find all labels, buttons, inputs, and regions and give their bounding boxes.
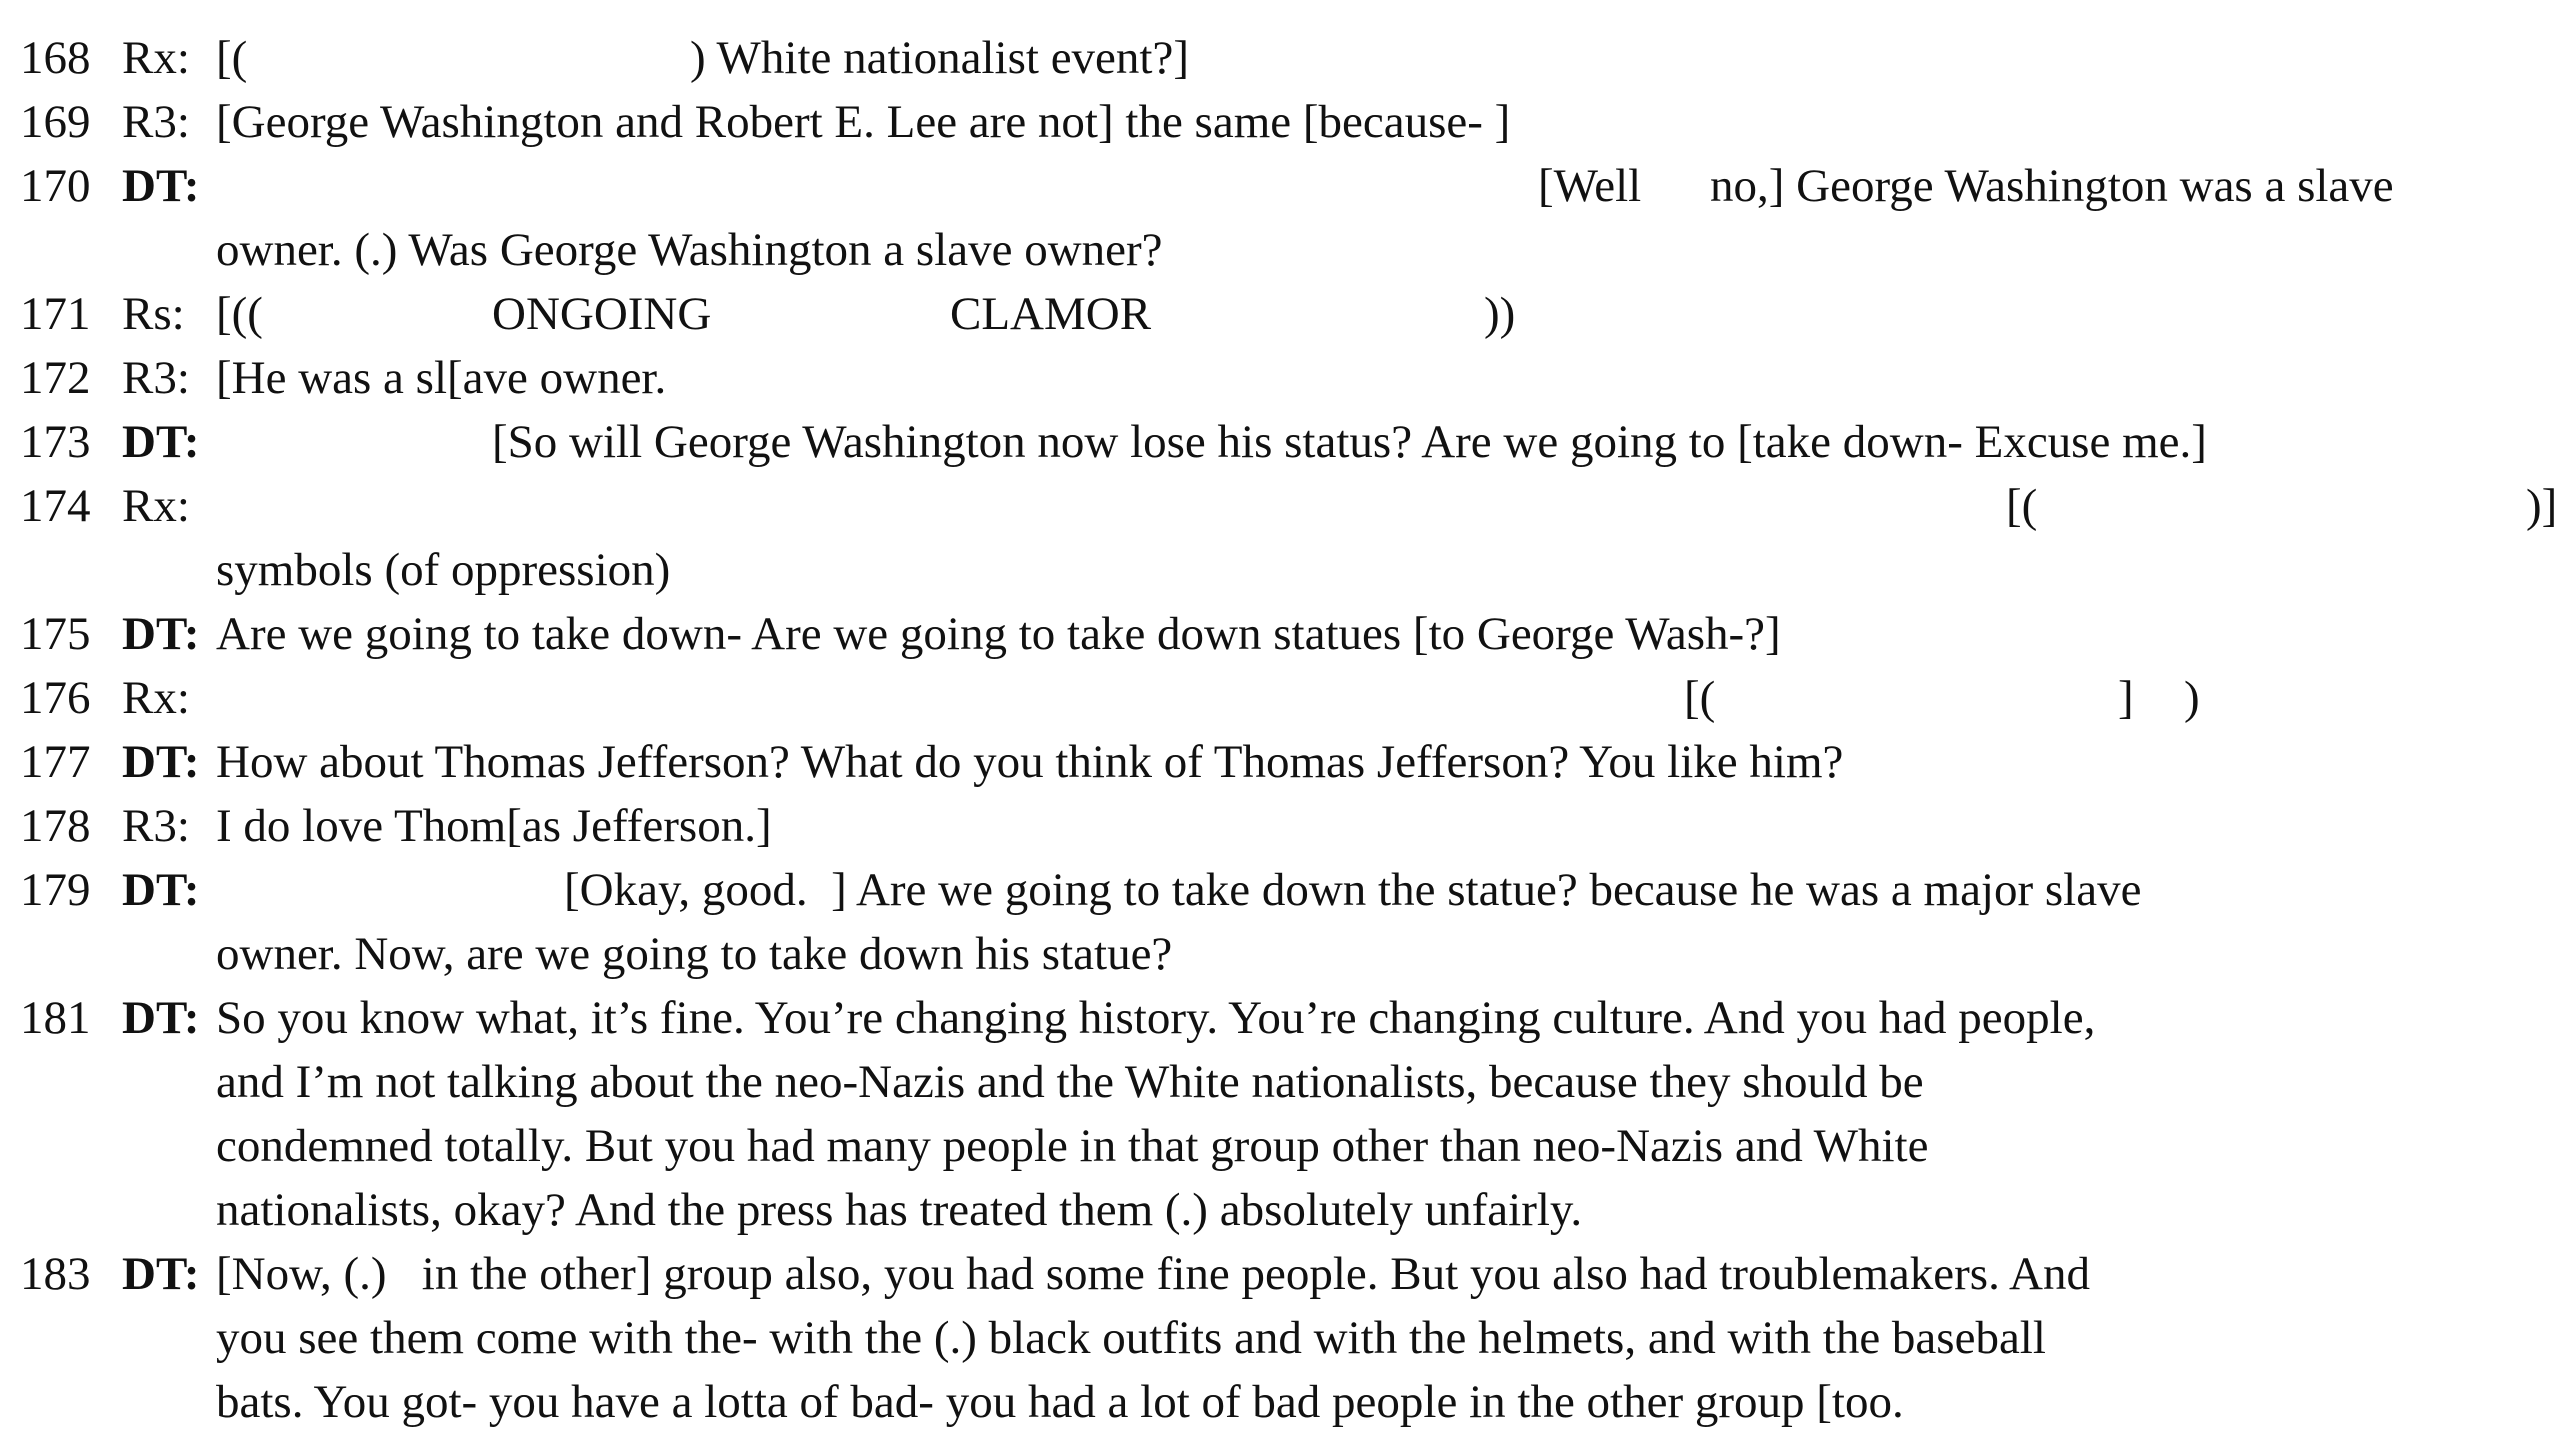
- speaker-label: [122, 666, 190, 730]
- speaker-label: [122, 474, 190, 538]
- speaker-colon: :: [183, 416, 200, 468]
- utterance-segment: ONGOING: [492, 288, 712, 340]
- speaker-label: [122, 794, 190, 858]
- utterance-segment: nationalists, okay? And the press has treated them (.) absolutely unfairly.: [216, 1184, 1583, 1236]
- speaker-colon: :: [183, 992, 200, 1044]
- speaker-name: DT: [122, 992, 184, 1044]
- speaker-name: Rx: [122, 672, 177, 724]
- transcript-line-174: [0, 474, 2575, 538]
- transcript-line-continuation: [0, 218, 2575, 282]
- speaker-colon: :: [176, 32, 190, 84]
- utterance-segment: bats. You got- you have a lotta of bad- you had a lot of bad people in the other group [too.: [216, 1376, 1904, 1428]
- utterance-segment: How about Thomas Jefferson? What do you think of Thomas Jefferson? You like him?: [216, 736, 1844, 788]
- speaker-name: R3: [122, 800, 177, 852]
- line-number: 172: [20, 352, 91, 404]
- utterance-segment: I do love Thom[as Jefferson.]: [216, 800, 772, 852]
- line-number: 175: [20, 608, 91, 660]
- speaker-colon: :: [183, 736, 200, 788]
- line-number: 183: [20, 1248, 91, 1300]
- utterance-segment: owner. (.) Was George Washington a slave owner?: [216, 224, 1163, 276]
- speaker-name: Rx: [122, 480, 177, 532]
- speaker-name: DT: [122, 160, 184, 212]
- transcript-line-continuation: [0, 538, 2575, 602]
- transcript-line-168: [0, 26, 2575, 90]
- utterance-segment: [He was a sl[ave owner.: [216, 352, 667, 404]
- line-number: 173: [20, 416, 91, 468]
- speaker-colon: :: [183, 1248, 200, 1300]
- speaker-colon: :: [183, 608, 200, 660]
- speaker-colon: :: [176, 800, 190, 852]
- speaker-label: [122, 90, 190, 154]
- speaker-name: DT: [122, 736, 184, 788]
- utterance-segment: and I’m not talking about the neo-Nazis and the White nationalists, because they should be: [216, 1056, 1924, 1108]
- line-number: 171: [20, 288, 91, 340]
- utterance-segment: no,] George Washington was a slave: [1710, 160, 2394, 212]
- utterance-segment: [(: [216, 32, 248, 84]
- utterance-segment: [Well: [1538, 160, 1642, 212]
- utterance-segment: ]: [2118, 672, 2134, 724]
- speaker-label: [122, 410, 199, 474]
- transcript-line-170: [0, 154, 2575, 218]
- utterance-segment: ): [2184, 672, 2200, 724]
- transcript-line-173: [0, 410, 2575, 474]
- speaker-name: Rs: [122, 288, 172, 340]
- speaker-colon: :: [171, 288, 185, 340]
- utterance-segment: [Okay, good. ] Are we going to take down the statue? because he was a major slave: [564, 864, 2142, 916]
- utterance-segment: [So will George Washington now lose his status? Are we going to [take down- Excuse me.]: [492, 416, 2207, 468]
- utterance-segment: CLAMOR: [950, 288, 1152, 340]
- transcript-line-continuation: [0, 1178, 2575, 1242]
- utterance-segment: [George Washington and Robert E. Lee are not] the same [because- ]: [216, 96, 1511, 148]
- transcript-line-172: [0, 346, 2575, 410]
- speaker-colon: :: [176, 96, 190, 148]
- transcript-line-continuation: [0, 1050, 2575, 1114]
- transcript-line-181: [0, 986, 2575, 1050]
- speaker-label: [122, 1242, 199, 1306]
- utterance-segment: ) White nationalist event?]: [690, 32, 1189, 84]
- speaker-label: [122, 346, 190, 410]
- transcript-line-176: [0, 666, 2575, 730]
- speaker-name: R3: [122, 96, 177, 148]
- line-number: 174: [20, 480, 91, 532]
- speaker-name: DT: [122, 608, 184, 660]
- utterance-segment: symbols (of oppression): [216, 544, 671, 596]
- utterance-segment: )]: [2526, 480, 2558, 532]
- speaker-name: Rx: [122, 32, 177, 84]
- speaker-colon: :: [176, 480, 190, 532]
- utterance-segment: )): [1484, 288, 1516, 340]
- utterance-segment: [Now, (.) in the other] group also, you had some fine people. But you also had troublemakers. And: [216, 1248, 2090, 1300]
- transcript-line-continuation: [0, 1306, 2575, 1370]
- line-number: 181: [20, 992, 91, 1044]
- speaker-label: [122, 26, 190, 90]
- line-number: 168: [20, 32, 91, 84]
- utterance-segment: owner. Now, are we going to take down his statue?: [216, 928, 1173, 980]
- speaker-name: DT: [122, 1248, 184, 1300]
- speaker-name: DT: [122, 416, 184, 468]
- transcript-line-continuation: [0, 1370, 2575, 1434]
- speaker-colon: :: [176, 352, 190, 404]
- utterance-segment: So you know what, it’s fine. You’re changing history. You’re changing culture. And you had people,: [216, 992, 2096, 1044]
- line-number: 176: [20, 672, 91, 724]
- speaker-label: [122, 986, 199, 1050]
- transcript-line-171: [0, 282, 2575, 346]
- speaker-name: DT: [122, 864, 184, 916]
- speaker-colon: :: [176, 672, 190, 724]
- line-number: 169: [20, 96, 91, 148]
- line-number: 179: [20, 864, 91, 916]
- speaker-label: [122, 730, 199, 794]
- utterance-segment: condemned totally. But you had many people in that group other than neo-Nazis and White: [216, 1120, 1929, 1172]
- speaker-label: [122, 154, 199, 218]
- transcript-line-169: [0, 90, 2575, 154]
- utterance-segment: Are we going to take down- Are we going to take down statues [to George Wash-?]: [216, 608, 1781, 660]
- utterance-segment: [((: [216, 288, 263, 340]
- transcript-line-183: [0, 1242, 2575, 1306]
- line-number: 178: [20, 800, 91, 852]
- transcript-line-178: [0, 794, 2575, 858]
- utterance-segment: you see them come with the- with the (.) black outfits and with the helmets, and with the baseball: [216, 1312, 2046, 1364]
- transcript-line-continuation: [0, 1114, 2575, 1178]
- line-number: 177: [20, 736, 91, 788]
- transcript-line-continuation: [0, 922, 2575, 986]
- transcript-line-175: [0, 602, 2575, 666]
- speaker-label: [122, 602, 199, 666]
- line-number: 170: [20, 160, 91, 212]
- speaker-label: [122, 858, 199, 922]
- utterance-segment: [(: [1684, 672, 1716, 724]
- speaker-name: R3: [122, 352, 177, 404]
- speaker-colon: :: [183, 160, 200, 212]
- speaker-label: [122, 282, 185, 346]
- transcript-line-179: [0, 858, 2575, 922]
- speaker-colon: :: [183, 864, 200, 916]
- utterance-segment: [(: [2006, 480, 2038, 532]
- transcript-line-177: [0, 730, 2575, 794]
